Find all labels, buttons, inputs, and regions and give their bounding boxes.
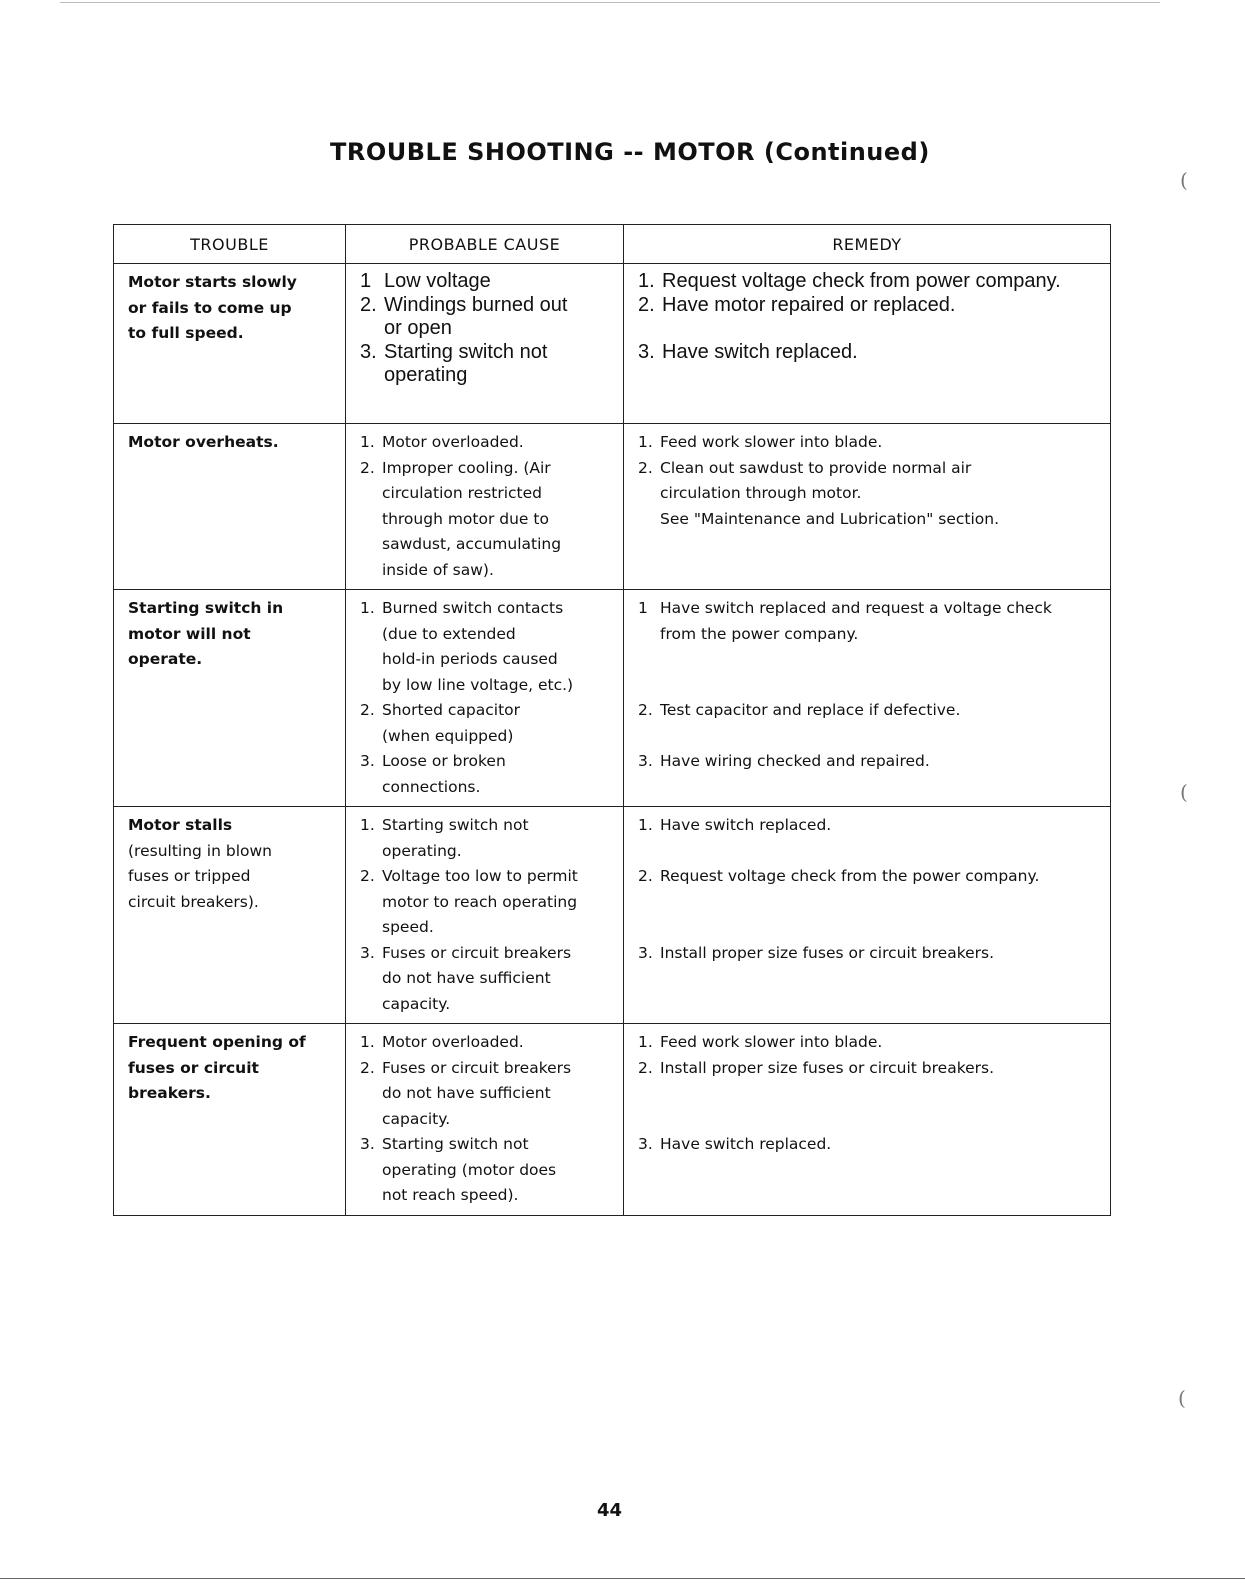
trouble-text: Starting switch in — [128, 599, 284, 617]
item-number: 2. — [638, 293, 655, 316]
cause-item — [360, 270, 609, 294]
cause-cell — [346, 807, 624, 1024]
cause-text: not reach speed). — [382, 1186, 519, 1204]
remedy-cell — [624, 1024, 1111, 1216]
item-number: 3. — [638, 943, 653, 962]
item-number: 3. — [360, 752, 375, 770]
cause-text: circulation restricted — [382, 484, 543, 502]
item-number: 2. — [638, 867, 653, 885]
item-number: 2. — [360, 1058, 375, 1077]
remedy-item — [638, 1030, 1096, 1056]
bottom-rule — [0, 1578, 1245, 1579]
cause-text: (when equipped) — [382, 726, 514, 745]
trouble-table — [113, 224, 1111, 1216]
spacer — [638, 890, 1096, 941]
item-number: 2. — [360, 701, 375, 719]
cause-text: (due to extended — [382, 624, 516, 643]
cause-item — [360, 864, 609, 941]
margin-paren-mark: ( — [1178, 1386, 1186, 1410]
cause-text: do not have sufficient — [382, 969, 551, 987]
remedy-text: Have wiring checked and repaired. — [660, 752, 930, 770]
trouble-cell — [114, 264, 346, 424]
cause-cell — [346, 424, 624, 590]
item-number: 2. — [638, 701, 653, 719]
cause-item — [360, 596, 609, 698]
trouble-text: Frequent opening of — [128, 1033, 306, 1051]
item-number: 3. — [360, 943, 375, 962]
spacer — [638, 724, 1096, 750]
table-header-row — [114, 225, 1111, 264]
remedy-text: Request voltage check from the power company. — [660, 867, 1040, 885]
cause-text: Loose or broken — [382, 752, 506, 770]
cause-text: Starting switch not — [382, 1135, 529, 1153]
item-number: 3. — [638, 340, 655, 363]
spacer — [638, 839, 1096, 865]
trouble-text: operate. — [128, 650, 203, 668]
trouble-text: or fails to come up — [128, 298, 292, 317]
item-number: 1. — [360, 1033, 375, 1051]
cause-text: Windings burned out — [384, 293, 568, 316]
trouble-text: (resulting in blown — [128, 841, 272, 860]
header-probable-cause: PROBABLE CAUSE — [346, 225, 624, 264]
cause-text: Starting switch not — [384, 340, 548, 363]
remedy-text: from the power company. — [660, 624, 859, 643]
remedy-item — [638, 749, 1096, 775]
item-number: 3. — [638, 752, 653, 770]
cause-text: Motor overloaded. — [382, 1033, 524, 1051]
cause-cell — [346, 1024, 624, 1216]
cause-text: Improper cooling. (Air — [382, 458, 551, 477]
item-number: 2. — [360, 293, 377, 316]
remedy-text: Have switch replaced. — [660, 1135, 832, 1153]
trouble-text: Motor overheats. — [128, 433, 279, 451]
remedy-cell — [624, 264, 1111, 424]
remedy-text: Have switch replaced. — [660, 816, 832, 834]
cause-text: Low voltage — [384, 270, 491, 292]
cause-item — [360, 1030, 609, 1056]
trouble-text: fuses or tripped — [128, 867, 251, 885]
cause-text: sawdust, accumulating — [382, 535, 562, 553]
trouble-cell — [114, 807, 346, 1024]
header-trouble: TROUBLE — [114, 225, 346, 264]
cause-item — [360, 294, 609, 341]
remedy-item — [638, 941, 1096, 967]
cause-text: Fuses or circuit breakers — [382, 943, 572, 962]
item-number: 1. — [638, 270, 655, 292]
remedy-item — [638, 456, 1096, 533]
table-row — [114, 1024, 1111, 1216]
trouble-text: fuses or circuit — [128, 1058, 259, 1077]
table-row — [114, 424, 1111, 590]
item-number: 1 — [360, 270, 372, 292]
item-number: 1. — [638, 1033, 653, 1051]
cause-cell — [346, 590, 624, 807]
remedy-item — [638, 270, 1096, 294]
cause-item — [360, 341, 609, 388]
header-remedy: REMEDY — [624, 225, 1111, 264]
top-rule — [60, 2, 1160, 3]
item-number: 1. — [360, 599, 375, 617]
trouble-text: breakers. — [128, 1084, 211, 1102]
item-number: 1. — [638, 433, 653, 451]
remedy-item — [638, 813, 1096, 839]
page-title: TROUBLE SHOOTING -- MOTOR (Continued) — [330, 138, 930, 166]
remedy-item — [638, 698, 1096, 724]
remedy-text: Test capacitor and replace if defective. — [660, 701, 961, 719]
item-number: 2. — [638, 458, 653, 477]
remedy-text: Clean out sawdust to provide normal air — [660, 458, 972, 477]
remedy-cell — [624, 807, 1111, 1024]
remedy-item — [638, 341, 1096, 365]
item-number: 3. — [638, 1135, 653, 1153]
cause-text: do not have sufficient — [382, 1084, 551, 1102]
item-number: 3. — [360, 340, 377, 363]
cause-text: Starting switch not — [382, 816, 529, 834]
trouble-text: motor will not — [128, 624, 251, 643]
remedy-item — [638, 294, 1096, 318]
item-number: 1. — [638, 816, 653, 834]
remedy-text: Have switch replaced. — [662, 340, 858, 363]
cause-text: operating. — [382, 841, 462, 860]
table-row — [114, 590, 1111, 807]
margin-paren-mark: ( — [1180, 168, 1188, 192]
remedy-item — [638, 1132, 1096, 1158]
spacer — [638, 647, 1096, 698]
margin-paren-mark: ( — [1180, 780, 1188, 804]
cause-text: Motor overloaded. — [382, 433, 524, 451]
cause-text: or open — [384, 317, 452, 339]
cause-item — [360, 698, 609, 749]
remedy-text: See "Maintenance and Lubrication" section. — [660, 509, 1000, 528]
remedy-cell — [624, 424, 1111, 590]
remedy-item — [638, 430, 1096, 456]
trouble-text: Motor starts slowly — [128, 273, 297, 291]
cause-text: through motor due to — [382, 509, 549, 528]
cause-text: capacity. — [382, 994, 451, 1013]
cause-text: Voltage too low to permit — [382, 867, 578, 885]
cause-text: operating — [384, 364, 468, 386]
remedy-item — [638, 864, 1096, 890]
remedy-text: circulation through motor. — [660, 484, 862, 502]
cause-text: by low line voltage, etc.) — [382, 675, 574, 694]
cause-item — [360, 456, 609, 584]
item-number: 1. — [360, 816, 375, 834]
cause-item — [360, 1132, 609, 1209]
cause-text: speed. — [382, 918, 434, 936]
remedy-text: Have motor repaired or replaced. — [662, 293, 956, 316]
table-row — [114, 264, 1111, 424]
spacer — [638, 1081, 1096, 1132]
item-number: 3. — [360, 1135, 375, 1153]
cause-cell — [346, 264, 624, 424]
remedy-cell — [624, 590, 1111, 807]
spacer — [638, 317, 1096, 341]
cause-text: capacity. — [382, 1109, 451, 1128]
cause-text: Shorted capacitor — [382, 701, 521, 719]
trouble-cell — [114, 424, 346, 590]
item-number: 1. — [360, 433, 375, 451]
remedy-text: Feed work slower into blade. — [660, 1033, 883, 1051]
cause-item — [360, 749, 609, 800]
cause-text: Burned switch contacts — [382, 599, 564, 617]
cause-item — [360, 1056, 609, 1133]
remedy-text: Have switch replaced and request a voltage check — [660, 599, 1052, 617]
cause-item — [360, 941, 609, 1018]
remedy-text: Install proper size fuses or circuit breakers. — [660, 1058, 995, 1077]
remedy-text: Install proper size fuses or circuit breakers. — [660, 943, 995, 962]
remedy-text: Feed work slower into blade. — [660, 433, 883, 451]
cause-text: Fuses or circuit breakers — [382, 1058, 572, 1077]
remedy-text: Request voltage check from power company. — [662, 270, 1061, 292]
cause-item — [360, 813, 609, 864]
trouble-cell — [114, 1024, 346, 1216]
item-number: 2. — [360, 867, 375, 885]
cause-text: hold-in periods caused — [382, 650, 558, 668]
trouble-text: circuit breakers). — [128, 892, 259, 911]
remedy-item — [638, 596, 1096, 647]
cause-item — [360, 430, 609, 456]
trouble-text: Motor stalls — [128, 816, 233, 834]
remedy-item — [638, 1056, 1096, 1082]
item-number: 2. — [638, 1058, 653, 1077]
table-row — [114, 807, 1111, 1024]
cause-text: inside of saw). — [382, 560, 494, 579]
cause-text: operating (motor does — [382, 1160, 557, 1179]
trouble-text: to full speed. — [128, 324, 244, 342]
item-number: 2. — [360, 458, 375, 477]
cause-text: connections. — [382, 777, 481, 796]
trouble-cell — [114, 590, 346, 807]
cause-text: motor to reach operating — [382, 892, 578, 911]
page-number: 44 — [597, 1500, 623, 1521]
item-number: 1 — [638, 599, 648, 617]
